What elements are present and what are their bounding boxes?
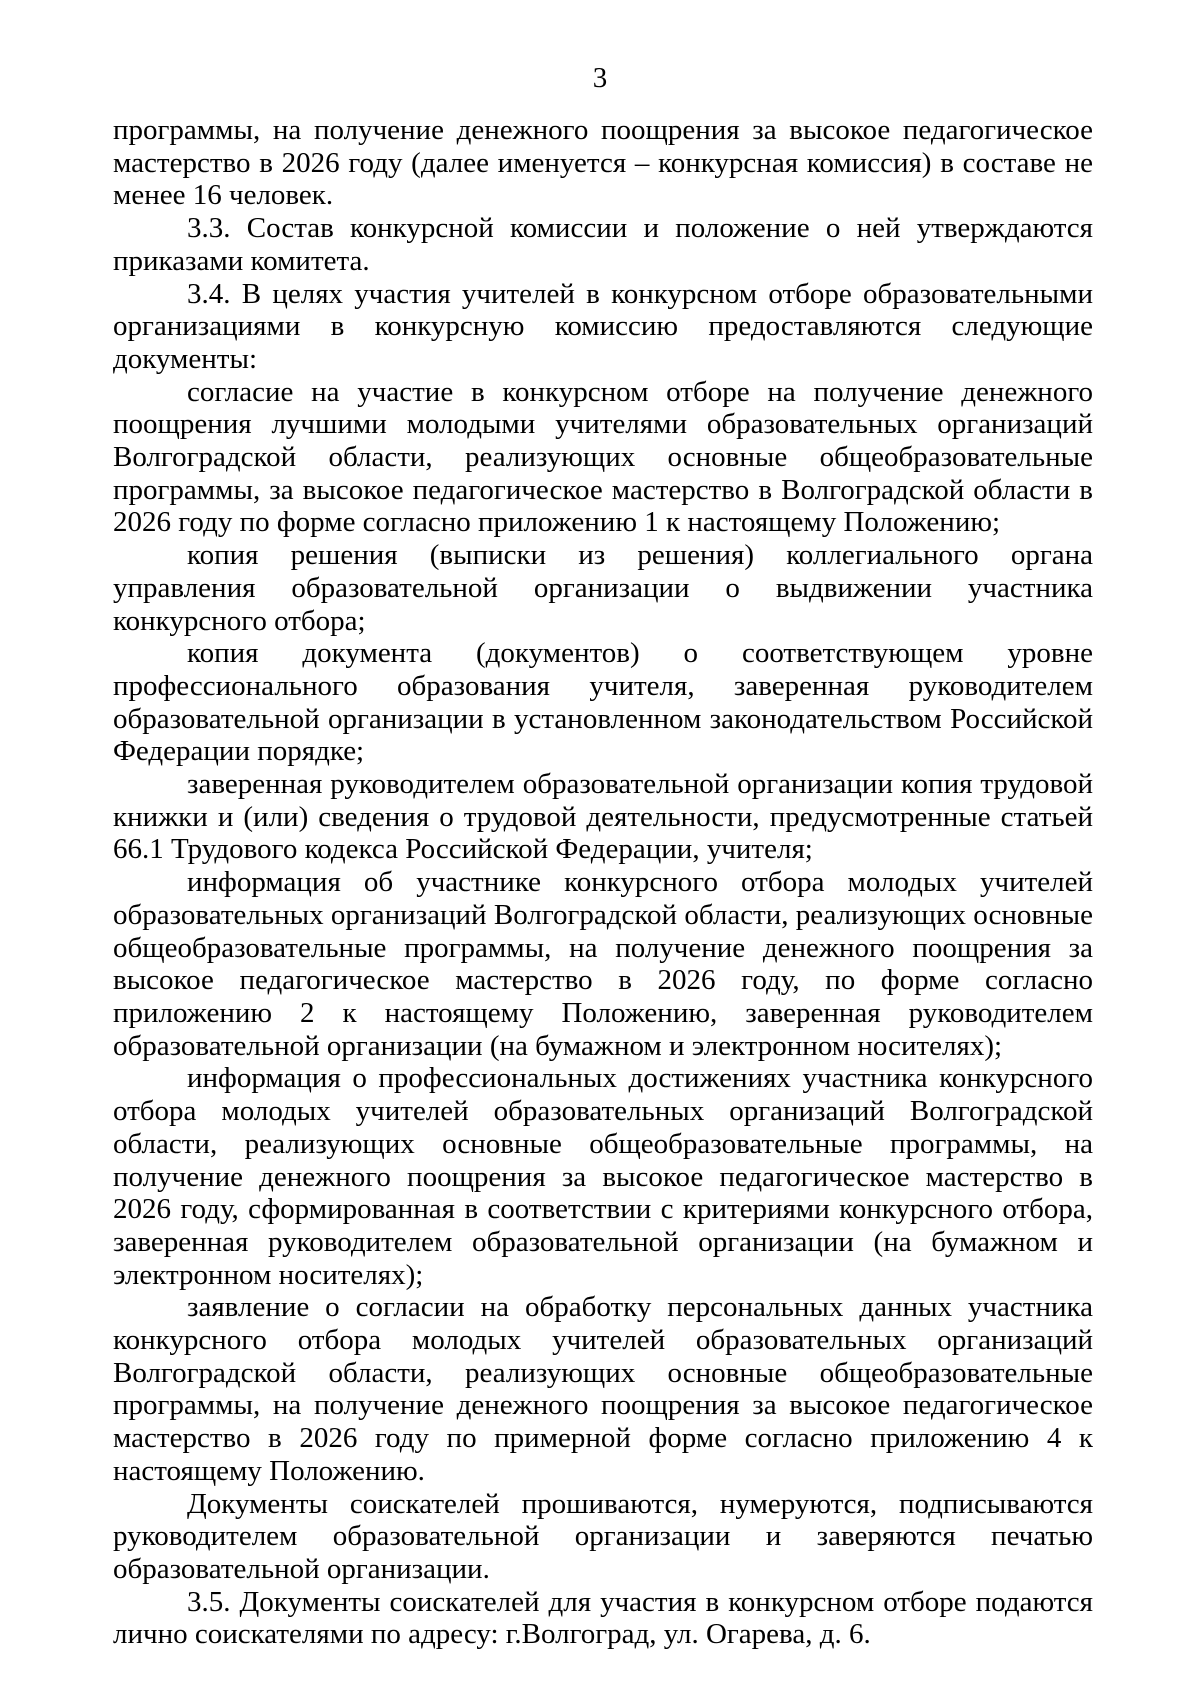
list-item-decision-copy: копия решения (выписки из решения) коллегиального органа управления образовательной организации о выдвижении участника конкурсного отбора; — [113, 539, 1093, 637]
paragraph-3-3: 3.3. Состав конкурсной комиссии и положение о ней утверждаются приказами комитета. — [113, 212, 1093, 277]
list-item-consent: согласие на участие в конкурсном отборе на получение денежного поощрения лучшими молодыми учителями образовательных организаций Волгоградской области, реализующих основные общеобразовательные программы, за высокое педагогическое мастерство в Волгоградской области в 2026 году по форме согласно приложению 1 к настоящему Положению; — [113, 375, 1093, 539]
page-number: 3 — [592, 62, 608, 94]
paragraph-documents-binding: Документы соискателей прошиваются, нумеруются, подписываются руководителем образовательной организации и заверяются печатью образовательной организации. — [113, 1487, 1093, 1585]
list-item-achievements-info: информация о профессиональных достижениях участника конкурсного отбора молодых учителей образовательных организаций Волгоградской области, реализующих основные общеобразовательные программы, на получение денежного поощрения за высокое педагогическое мастерство в 2026 году, сформированная в соответствии с критериями конкурсного отбора, заверенная руководителем образовательной организации (на бумажном и электронном носителях); — [113, 1062, 1093, 1291]
paragraph-3-5: 3.5. Документы соискателей для участия в конкурсном отборе подаются лично соискателями по адресу: г.Волгоград, ул. Огарева, д. 6. — [113, 1585, 1093, 1651]
list-item-education-document: копия документа (документов) о соответствующем уровне профессионального образования учителя, заверенная руководителем образовательной организации в установленном законодательством Российской Федерации порядке; — [113, 637, 1093, 768]
list-item-personal-data-consent: заявление о согласии на обработку персональных данных участника конкурсного отбора молодых учителей образовательных организаций Волгоградской области, реализующих основные общеобразовательные программы, на получение денежного поощрения за высокое педагогическое мастерство в 2026 году по примерной форме согласно приложению 4 к настоящему Положению. — [113, 1291, 1093, 1487]
list-item-employment-record: заверенная руководителем образовательной организации копия трудовой книжки и (или) сведения о трудовой деятельности, предусмотренные статьей 66.1 Трудового кодекса Российской Федерации, учителя; — [113, 768, 1093, 866]
document-body — [113, 114, 1093, 1651]
paragraph-3-4: 3.4. В целях участия учителей в конкурсном отборе образовательными организациями в конкурсную комиссию предоставляются следующие документы: — [113, 277, 1093, 375]
paragraph-continuation: программы, на получение денежного поощрения за высокое педагогическое мастерство в 2026 году (далее именуется – конкурсная комиссия) в составе не менее 16 человек. — [113, 114, 1093, 212]
list-item-participant-info: информация об участнике конкурсного отбора молодых учителей образовательных организаций Волгоградской области, реализующих основные общеобразовательные программы, на получение денежного поощрения за высокое педагогическое мастерство в 2026 году, по форме согласно приложению 2 к настоящему Положению, заверенная руководителем образовательной организации (на бумажном и электронном носителях); — [113, 866, 1093, 1062]
